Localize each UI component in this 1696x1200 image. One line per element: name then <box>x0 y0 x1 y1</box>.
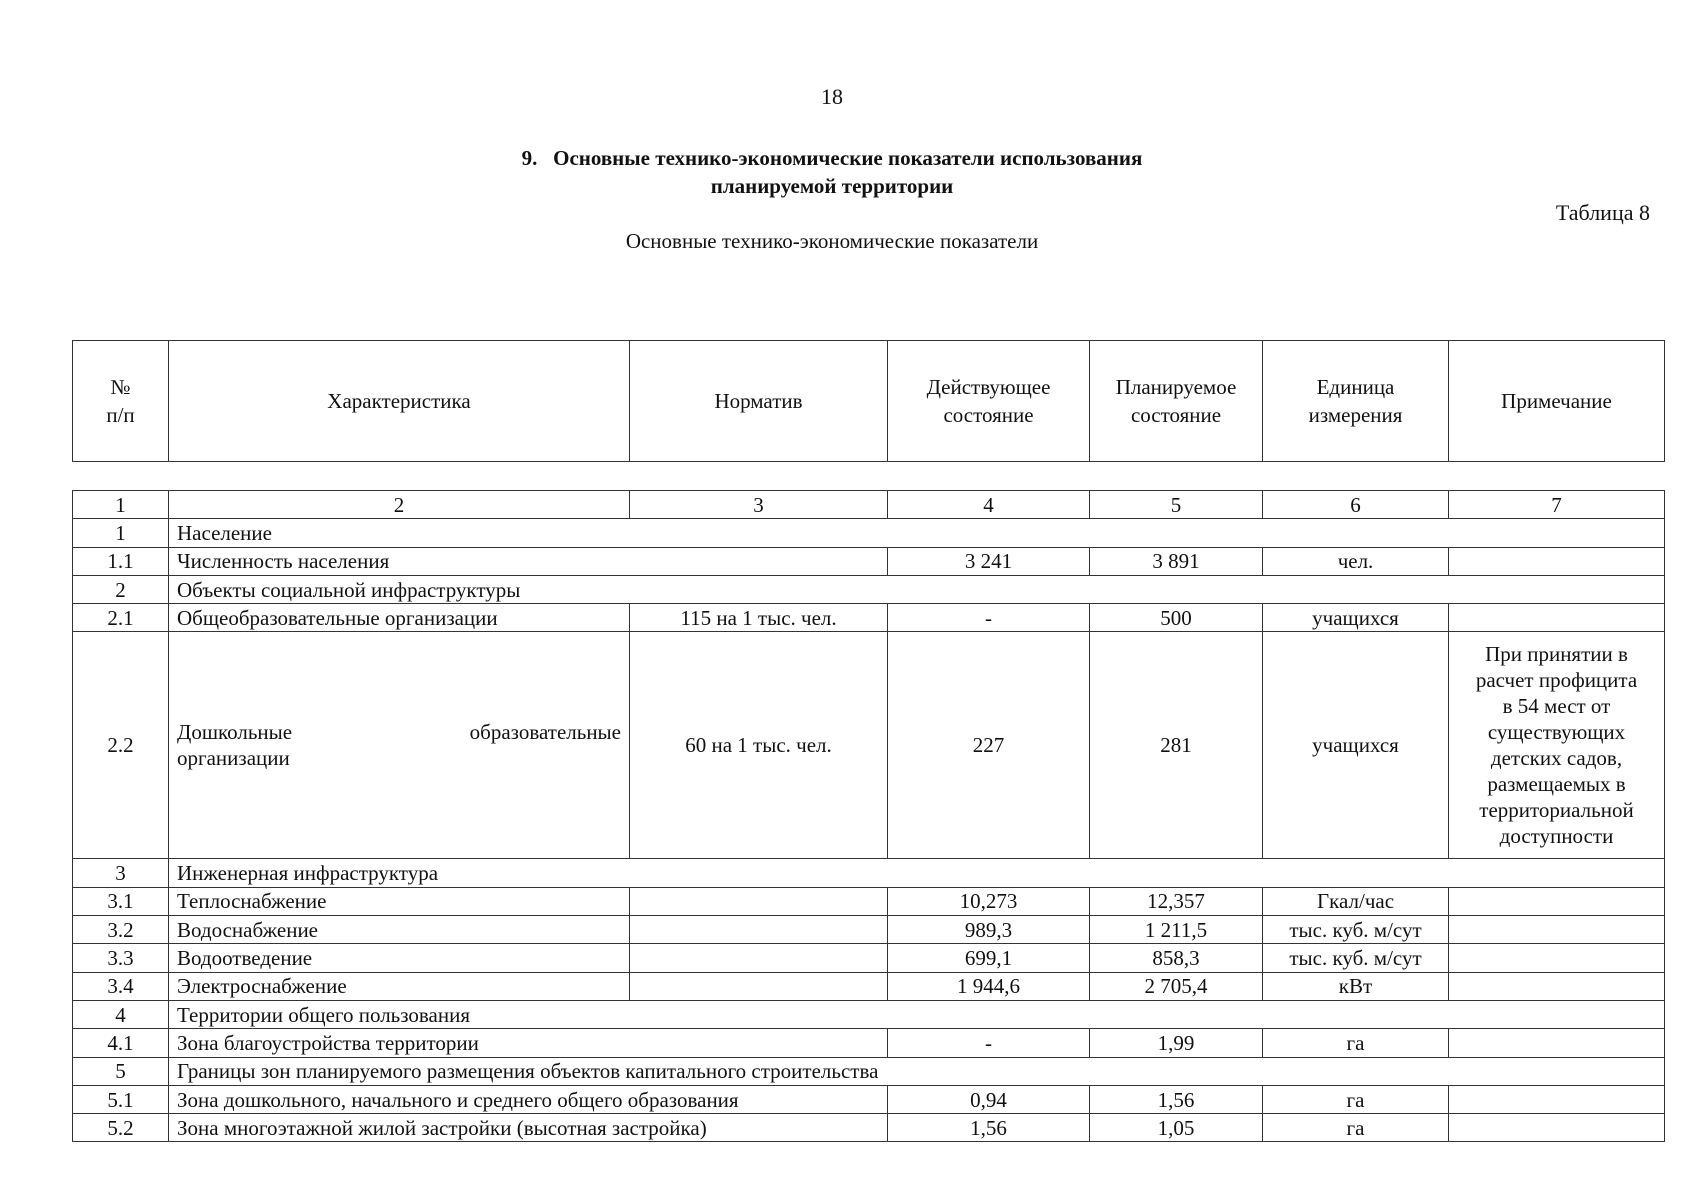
row-characteristic: Водоотведение <box>169 944 630 972</box>
header-table <box>72 340 1665 462</box>
row-number: 4.1 <box>73 1029 169 1057</box>
row-characteristic: Электроснабжение <box>169 972 630 1000</box>
row-note <box>1449 547 1665 575</box>
row-characteristic: Зона дошкольного, начального и среднего общего образования <box>169 1085 888 1113</box>
column-number: 4 <box>888 491 1090 519</box>
row-planned: 1 211,5 <box>1090 916 1263 944</box>
column-number: 3 <box>630 491 888 519</box>
section-name: Объекты социальной инфраструктуры <box>169 575 1665 603</box>
section-heading-line1 <box>0 144 1664 172</box>
table-caption: Основные технико-экономические показатели <box>625 229 1039 253</box>
column-number: 6 <box>1263 491 1449 519</box>
row-number: 5.1 <box>73 1085 169 1113</box>
row-characteristic: Зона многоэтажной жилой застройки (высотная застройка) <box>169 1114 888 1142</box>
row-unit: Гкал/час <box>1263 887 1449 915</box>
column-number: 2 <box>169 491 630 519</box>
row-norm <box>630 916 888 944</box>
header-norm: Норматив <box>630 341 888 462</box>
column-number: 1 <box>73 491 169 519</box>
section-name: Население <box>169 519 1665 547</box>
page-number: 18 <box>821 84 843 109</box>
row-unit: учащихся <box>1263 604 1449 632</box>
section-row <box>73 519 1665 547</box>
row-planned: 281 <box>1090 632 1263 859</box>
section-row <box>73 1057 1665 1085</box>
row-number: 3.2 <box>73 916 169 944</box>
section-row <box>73 1000 1665 1028</box>
header-num: № п/п <box>73 341 169 462</box>
row-norm <box>630 972 888 1000</box>
table-row <box>73 972 1665 1000</box>
table-row <box>73 632 1665 859</box>
section-name: Территории общего пользования <box>169 1000 1665 1028</box>
row-note <box>1449 1085 1665 1113</box>
header-unit: Единица измерения <box>1263 341 1449 462</box>
section-name: Инженерная инфраструктура <box>169 859 1665 887</box>
header-note: Примечание <box>1449 341 1665 462</box>
row-characteristic: Водоснабжение <box>169 916 630 944</box>
row-planned: 1,99 <box>1090 1029 1263 1057</box>
row-current: 989,3 <box>888 916 1090 944</box>
row-current: - <box>888 604 1090 632</box>
row-number: 5 <box>73 1057 169 1085</box>
data-table <box>72 490 1665 1142</box>
row-note <box>1449 887 1665 915</box>
row-current: 1 944,6 <box>888 972 1090 1000</box>
row-planned: 2 705,4 <box>1090 972 1263 1000</box>
row-note <box>1449 972 1665 1000</box>
row-current: - <box>888 1029 1090 1057</box>
column-number: 7 <box>1449 491 1665 519</box>
row-planned: 3 891 <box>1090 547 1263 575</box>
row-characteristic: Общеобразовательные организации <box>169 604 630 632</box>
section-title-line2: планируемой территории <box>710 174 954 198</box>
row-current: 699,1 <box>888 944 1090 972</box>
row-norm: 60 на 1 тыс. чел. <box>630 632 888 859</box>
table-row <box>73 944 1665 972</box>
row-number: 3 <box>73 859 169 887</box>
section-row <box>73 575 1665 603</box>
row-note: При принятии в расчет профицита в 54 мест от существующих детских садов, размещаемых в территориальной доступности <box>1449 632 1665 859</box>
row-characteristic: Дошкольные образовательные организации <box>169 632 630 859</box>
row-norm <box>630 944 888 972</box>
section-row <box>73 859 1665 887</box>
section-number: 9. <box>521 146 538 170</box>
row-number: 1 <box>73 519 169 547</box>
column-number: 5 <box>1090 491 1263 519</box>
table-row <box>73 916 1665 944</box>
table-number: Таблица 8 <box>1555 200 1650 225</box>
header-characteristic: Характеристика <box>169 341 630 462</box>
row-current: 227 <box>888 632 1090 859</box>
table-row <box>73 1085 1665 1113</box>
table-row <box>73 547 1665 575</box>
row-current: 1,56 <box>888 1114 1090 1142</box>
row-note <box>1449 1114 1665 1142</box>
table-row <box>73 887 1665 915</box>
row-unit: га <box>1263 1114 1449 1142</box>
row-current: 10,273 <box>888 887 1090 915</box>
table-row <box>73 1114 1665 1142</box>
row-planned: 858,3 <box>1090 944 1263 972</box>
row-number: 4 <box>73 1000 169 1028</box>
row-unit: тыс. куб. м/сут <box>1263 944 1449 972</box>
section-name: Границы зон планируемого размещения объектов капитального строительства <box>169 1057 1665 1085</box>
row-unit: га <box>1263 1029 1449 1057</box>
row-planned: 500 <box>1090 604 1263 632</box>
row-number: 2 <box>73 575 169 603</box>
row-planned: 12,357 <box>1090 887 1263 915</box>
section-heading <box>0 144 1664 200</box>
row-number: 3.1 <box>73 887 169 915</box>
section-title-line1: Основные технико-экономические показатели использования <box>553 146 1143 170</box>
table-row <box>73 604 1665 632</box>
row-note <box>1449 916 1665 944</box>
row-characteristic: Зона благоустройства территории <box>169 1029 888 1057</box>
row-norm: 115 на 1 тыс. чел. <box>630 604 888 632</box>
header-planned: Планируемое состояние <box>1090 341 1263 462</box>
row-number: 5.2 <box>73 1114 169 1142</box>
header-row <box>73 341 1665 462</box>
row-unit: га <box>1263 1085 1449 1113</box>
header-current: Действующее состояние <box>888 341 1090 462</box>
row-number: 2.1 <box>73 604 169 632</box>
row-number: 3.3 <box>73 944 169 972</box>
row-number: 3.4 <box>73 972 169 1000</box>
row-unit: учащихся <box>1263 632 1449 859</box>
row-characteristic: Численность населения <box>169 547 888 575</box>
row-note <box>1449 1029 1665 1057</box>
row-number: 1.1 <box>73 547 169 575</box>
table-row <box>73 1029 1665 1057</box>
row-unit: кВт <box>1263 972 1449 1000</box>
row-unit: тыс. куб. м/сут <box>1263 916 1449 944</box>
row-current: 0,94 <box>888 1085 1090 1113</box>
row-note <box>1449 604 1665 632</box>
row-unit: чел. <box>1263 547 1449 575</box>
column-number-row <box>73 491 1665 519</box>
row-planned: 1,56 <box>1090 1085 1263 1113</box>
row-norm <box>630 887 888 915</box>
row-note <box>1449 944 1665 972</box>
row-planned: 1,05 <box>1090 1114 1263 1142</box>
row-current: 3 241 <box>888 547 1090 575</box>
row-number: 2.2 <box>73 632 169 859</box>
row-characteristic: Теплоснабжение <box>169 887 630 915</box>
